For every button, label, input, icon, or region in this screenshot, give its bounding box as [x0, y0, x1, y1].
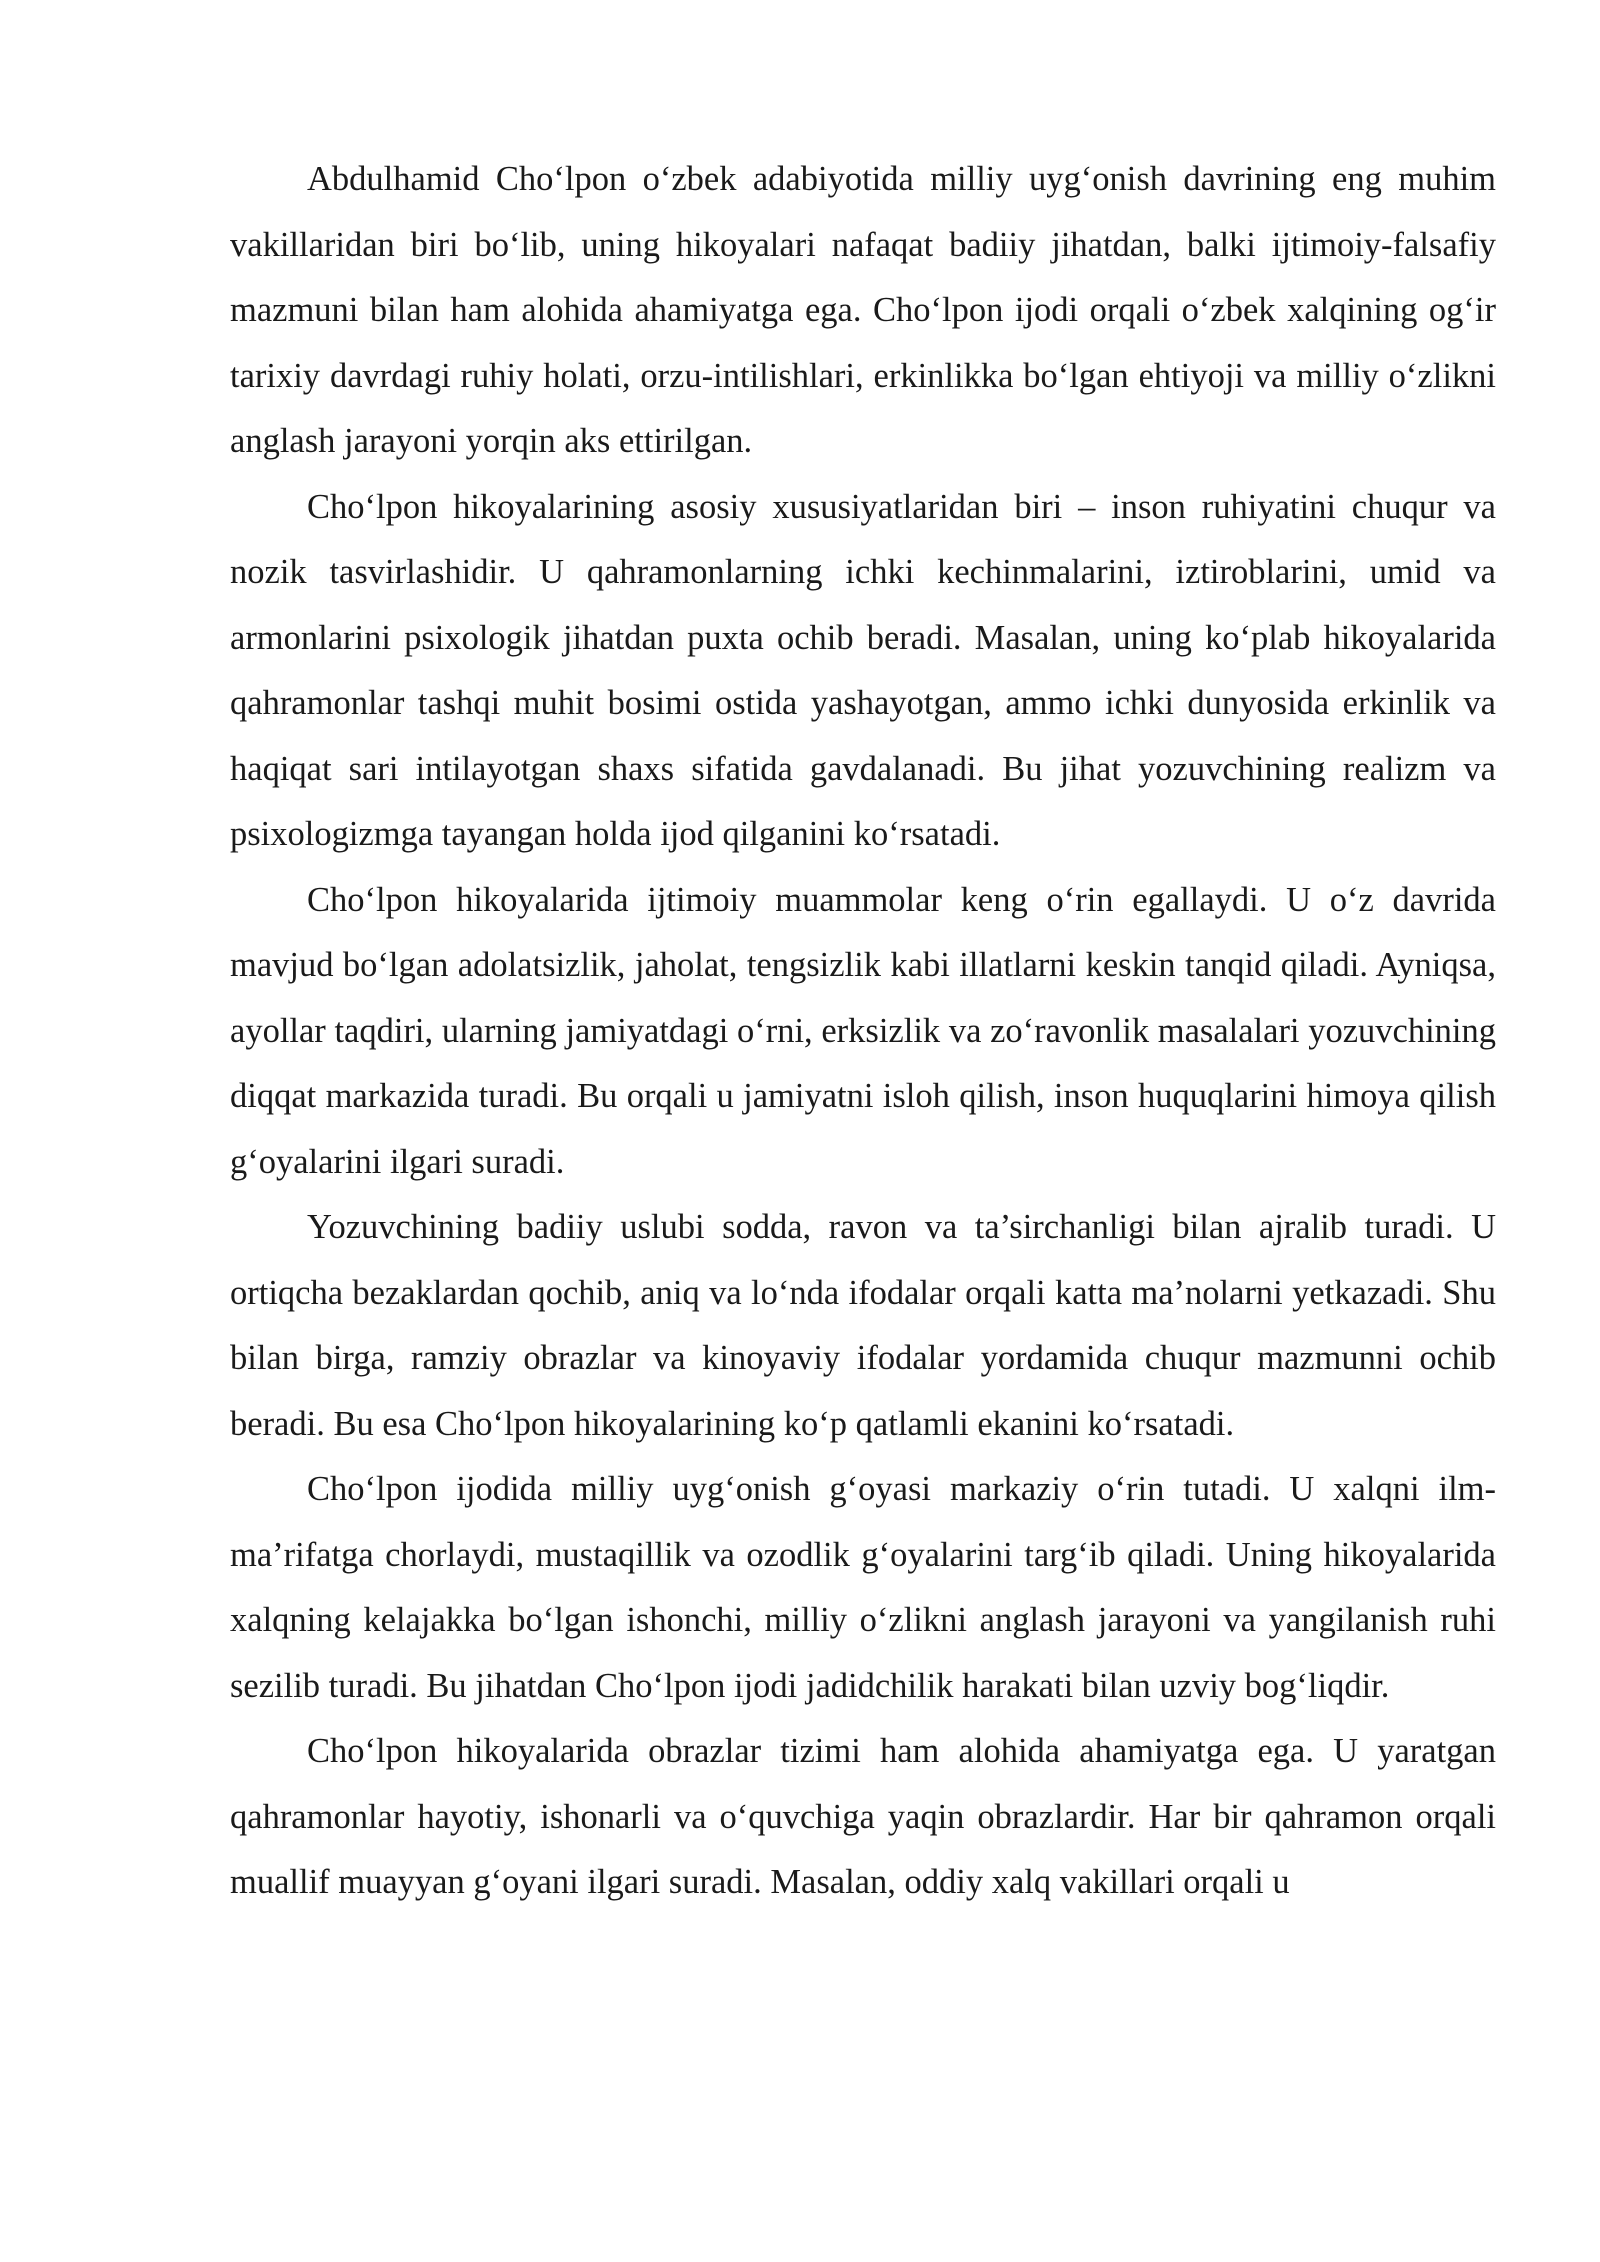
document-body [230, 147, 1496, 1916]
paragraph-6: Cho‘lpon hikoyalarida obrazlar tizimi ham alohida ahamiyatga ega. U yaratgan qahramonlar hayotiy, ishonarli va o‘quvchiga yaqin obrazlardir. Har bir qahramon orqali muallif muayyan g‘oyani ilgari suradi. Masalan, oddiy xalq vakillari orqali u [230, 1732, 1496, 1901]
paragraph-5: Cho‘lpon ijodida milliy uyg‘onish g‘oyasi markaziy o‘rin tutadi. U xalqni ilm-ma’rifatga chorlaydi, mustaqillik va ozodlik g‘oyalarini targ‘ib qiladi. Uning hikoyalarida xalqning kelajakka bo‘lgan ishonchi, milliy o‘zlikni anglash jarayoni va yangilanish ruhi sezilib turadi. Bu jihatdan Cho‘lpon ijodi jadidchilik harakati bilan uzviy bog‘liqdir. [230, 1470, 1496, 1705]
paragraph-2: Cho‘lpon hikoyalarining asosiy xususiyatlaridan biri – inson ruhiyatini chuqur va nozik tasvirlashidir. U qahramonlarning ichki kechinmalarini, iztiroblarini, umid va armonlarini psixologik jihatdan puxta ochib beradi. Masalan, uning ko‘plab hikoyalarida qahramonlar tashqi muhit bosimi ostida yashayotgan, ammo ichki dunyosida erkinlik va haqiqat sari intilayotgan shaxs sifatida gavdalanadi. Bu jihat yozuvchining realizm va psixologizmga tayangan holda ijod qilganini ko‘rsatadi. [230, 487, 1496, 853]
paragraph-1: Abdulhamid Cho‘lpon o‘zbek adabiyotida milliy uyg‘onish davrining eng muhim vakillaridan biri bo‘lib, uning hikoyalari nafaqat badiiy jihatdan, balki ijtimoiy-falsafiy mazmuni bilan ham alohida ahamiyatga ega. Cho‘lpon ijodi orqali o‘zbek xalqining og‘ir tarixiy davrdagi ruhiy holati, orzu-intilishlari, erkinlikka bo‘lgan ehtiyoji va milliy o‘zlikni anglash jarayoni yorqin aks ettirilgan. [230, 160, 1496, 460]
paragraph-4: Yozuvchining badiiy uslubi sodda, ravon va ta’sirchanligi bilan ajralib turadi. U ortiqcha bezaklardan qochib, aniq va lo‘nda ifodalar orqali katta ma’nolarni yetkazadi. Shu bilan birga, ramziy obrazlar va kinoyaviy ifodalar yordamida chuqur mazmunni ochib beradi. Bu esa Cho‘lpon hikoyalarining ko‘p qatlamli ekanini ko‘rsatadi. [230, 1208, 1496, 1443]
paragraph-3: Cho‘lpon hikoyalarida ijtimoiy muammolar keng o‘rin egallaydi. U o‘z davrida mavjud bo‘lgan adolatsizlik, jaholat, tengsizlik kabi illatlarni keskin tanqid qiladi. Ayniqsa, ayollar taqdiri, ularning jamiyatdagi o‘rni, erksizlik va zo‘ravonlik masalalari yozuvchining diqqat markazida turadi. Bu orqali u jamiyatni isloh qilish, inson huquqlarini himoya qilish g‘oyalarini ilgari suradi. [230, 880, 1496, 1181]
